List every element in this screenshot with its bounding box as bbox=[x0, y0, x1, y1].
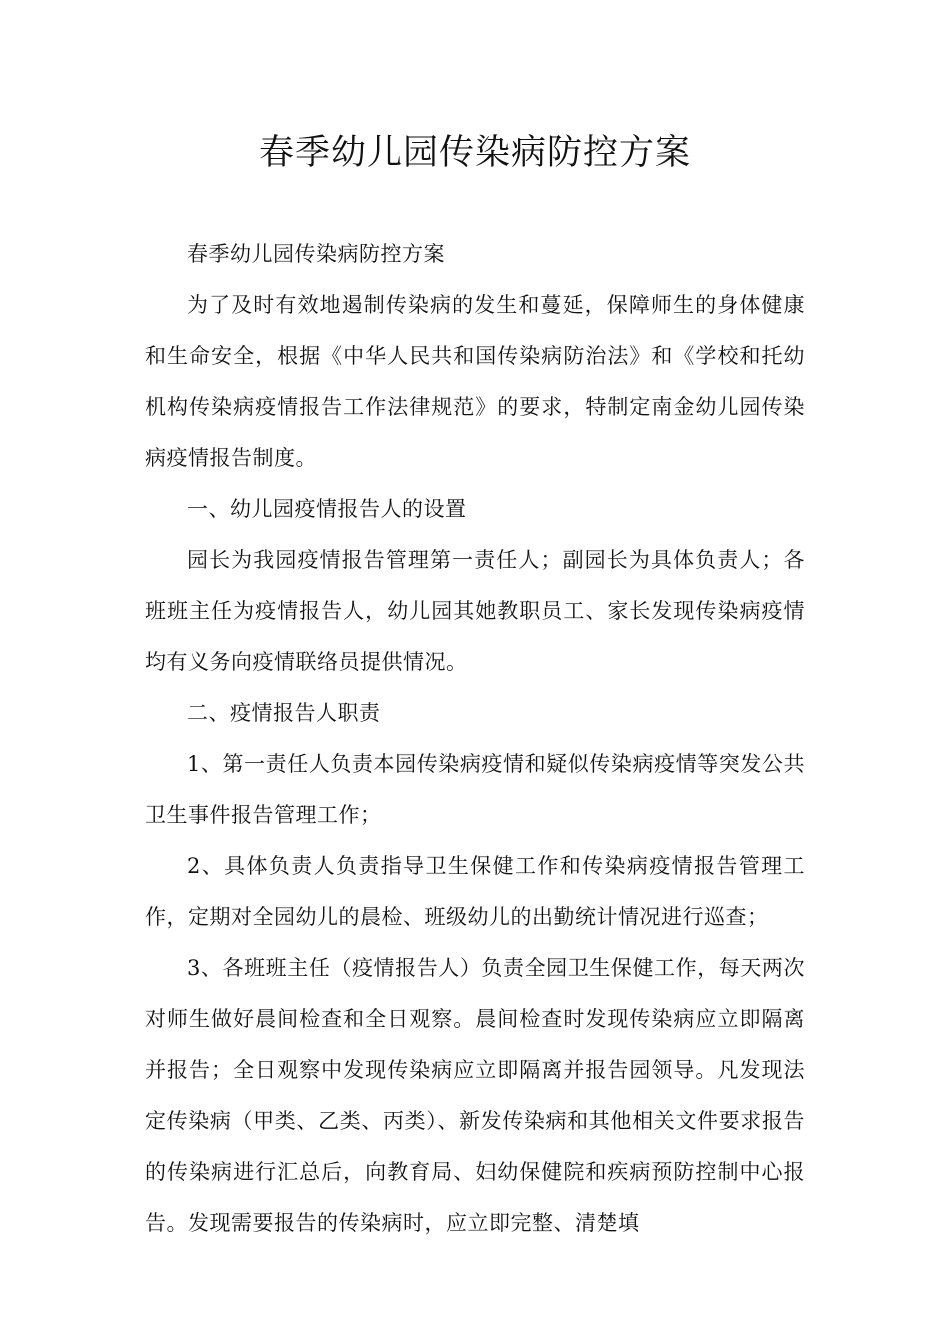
intro-paragraph: 为了及时有效地遏制传染病的发生和蔓延，保障师生的身体健康和生命安全，根据《中华人民共和国传染病防治法》和《学校和托幼机构传染病疫情报告工作法律规范》的要求，特制定南金幼儿园传染病疫情报告制度。 bbox=[145, 293, 805, 470]
section-1-paragraph: 园长为我园疫情报告管理第一责任人；副园长为具体负责人；各班班主任为疫情报告人，幼儿园其她教职员工、家长发现传染病疫情均有义务向疫情联络员提供情况。 bbox=[145, 548, 805, 674]
subtitle-paragraph: 春季幼儿园传染病防控方案 bbox=[187, 242, 445, 266]
duty-item-1: 1、第一责任人负责本园传染病疫情和疑似传染病疫情等突发公共卫生事件报告管理工作； bbox=[145, 752, 805, 827]
document-title: 春季幼儿园传染病防控方案 bbox=[258, 133, 691, 173]
document-body bbox=[145, 229, 805, 1249]
section-heading-1: 一、幼儿园疫情报告人的设置 bbox=[187, 497, 467, 521]
section-heading-2: 二、疫情报告人职责 bbox=[187, 701, 381, 725]
duty-item-2: 2、具体负责人负责指导卫生保健工作和传染病疫情报告管理工作，定期对全园幼儿的晨检、班级幼儿的出勤统计情况进行巡查； bbox=[145, 854, 805, 929]
duty-item-3: 3、各班班主任（疫情报告人）负责全园卫生保健工作，每天两次对师生做好晨间检查和全日观察。晨间检查时发现传染病应立即隔离并报告；全日观察中发现传染病应立即隔离并报告园领导。凡发现法定传染病（甲类、乙类、丙类）、新发传染病和其他相关文件要求报告的传染病进行汇总后，向教育局、妇幼保健院和疾病预防控制中心报告。发现需要报告的传染病时，应立即完整、清楚填 bbox=[145, 956, 805, 1235]
